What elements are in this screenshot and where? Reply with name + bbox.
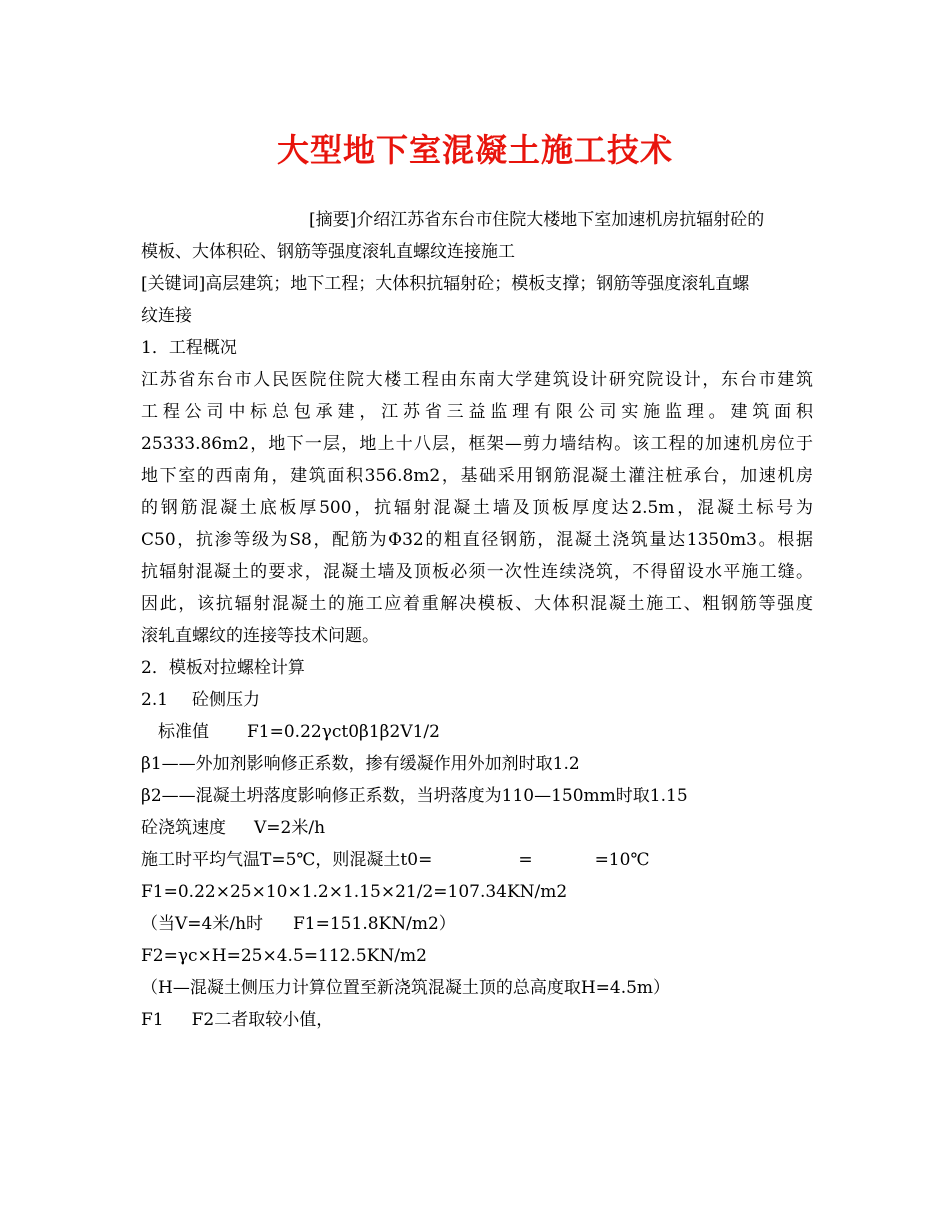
f1-label: F1 [141,1010,164,1030]
f1-calculation-line: F1=0.22×25×10×1.2×1.15×21/2=107.34KN/m2 [141,882,568,902]
temperature-line [141,844,813,876]
section-1-line-5: 的钢筋混凝土底板厚500，抗辐射混凝土墙及顶板厚度达2.5m，混凝土标号为 [141,498,813,518]
temperature-text: 施工时平均气温T=5℃，则混凝土t0= [141,850,433,870]
f2-selection-text: F2二者取较小值， [191,1010,334,1030]
pour-speed-line [141,812,813,844]
pour-speed-value: V=2米/h [254,818,326,838]
standard-value-formula: F1=0.22γct0β1β2V1/2 [247,722,440,742]
subsection-title: 砼侧压力 [192,690,261,710]
f2-calculation-line: F2=γc×H=25×4.5=112.5KN/m2 [141,946,427,966]
document-body [141,204,813,1036]
beta1-line: β1——外加剂影响修正系数，掺有缓凝作用外加剂时取1.2 [141,754,580,774]
f1-alternate-line [141,908,813,940]
f1-alternate-condition: （当V=4米/h时 [141,914,264,934]
document-title: 大型地下室混凝土施工技术 [276,131,673,169]
f1-f2-selection-line [141,1004,813,1036]
section-1-line-4: 地下室的西南角，建筑面积356.8m2，基础采用钢筋混凝土灌注桩承台，加速机房 [141,466,813,486]
temperature-equals: = [518,850,533,870]
abstract-line-1: [摘要]介绍江苏省东台市住院大楼地下室加速机房抗辐射砼的 [309,210,765,230]
section-1-line-6: C50，抗渗等级为S8，配筋为Φ32的粗直径钢筋，混凝土浇筑量达1350m3。根据 [141,530,813,550]
keywords-line-1: [关键词]高层建筑；地下工程；大体积抗辐射砼；模板支撑；钢筋等强度滚轧直螺 [141,274,750,294]
subsection-number: 2.1 [141,690,169,710]
section-1-line-9: 滚轧直螺纹的连接等技术问题。 [141,626,379,646]
section-1-line-3: 25333.86m2，地下一层，地上十八层，框架—剪力墙结构。该工程的加速机房位于 [141,434,813,454]
subsection-2-1-heading [141,684,813,716]
h-note-line: （H—混凝土侧压力计算位置至新浇筑混凝土顶的总高度取H=4.5m） [141,978,671,998]
section-1-line-7: 抗辐射混凝土的要求，混凝土墙及顶板必须一次性连续浇筑，不得留设水平施工缝。 [141,562,813,582]
temperature-result: =10℃ [594,850,650,870]
abstract-line-2: 模板、大体积砼、钢筋等强度滚轧直螺纹连接施工 [141,242,515,262]
f1-alternate-value: F1=151.8KN/m2） [293,914,456,934]
beta2-line: β2——混凝土坍落度影响修正系数，当坍落度为110—150mm时取1.15 [141,786,688,806]
section-2-heading: 2．模板对拉螺栓计算 [141,658,305,678]
standard-value-line [141,716,813,748]
section-1-line-8: 因此，该抗辐射混凝土的施工应着重解决模板、大体积混凝土施工、粗钢筋等强度 [141,594,813,614]
section-1-line-1: 江苏省东台市人民医院住院大楼工程由东南大学建筑设计研究院设计，东台市建筑 [141,370,813,390]
pour-speed-label: 砼浇筑速度 [141,818,226,838]
section-1-line-2: 工程公司中标总包承建，江苏省三益监理有限公司实施监理。建筑面积 [141,402,813,422]
keywords-line-2: 纹连接 [141,306,192,326]
section-1-heading: 1．工程概况 [141,338,237,358]
standard-value-label: 标准值 [158,722,209,742]
